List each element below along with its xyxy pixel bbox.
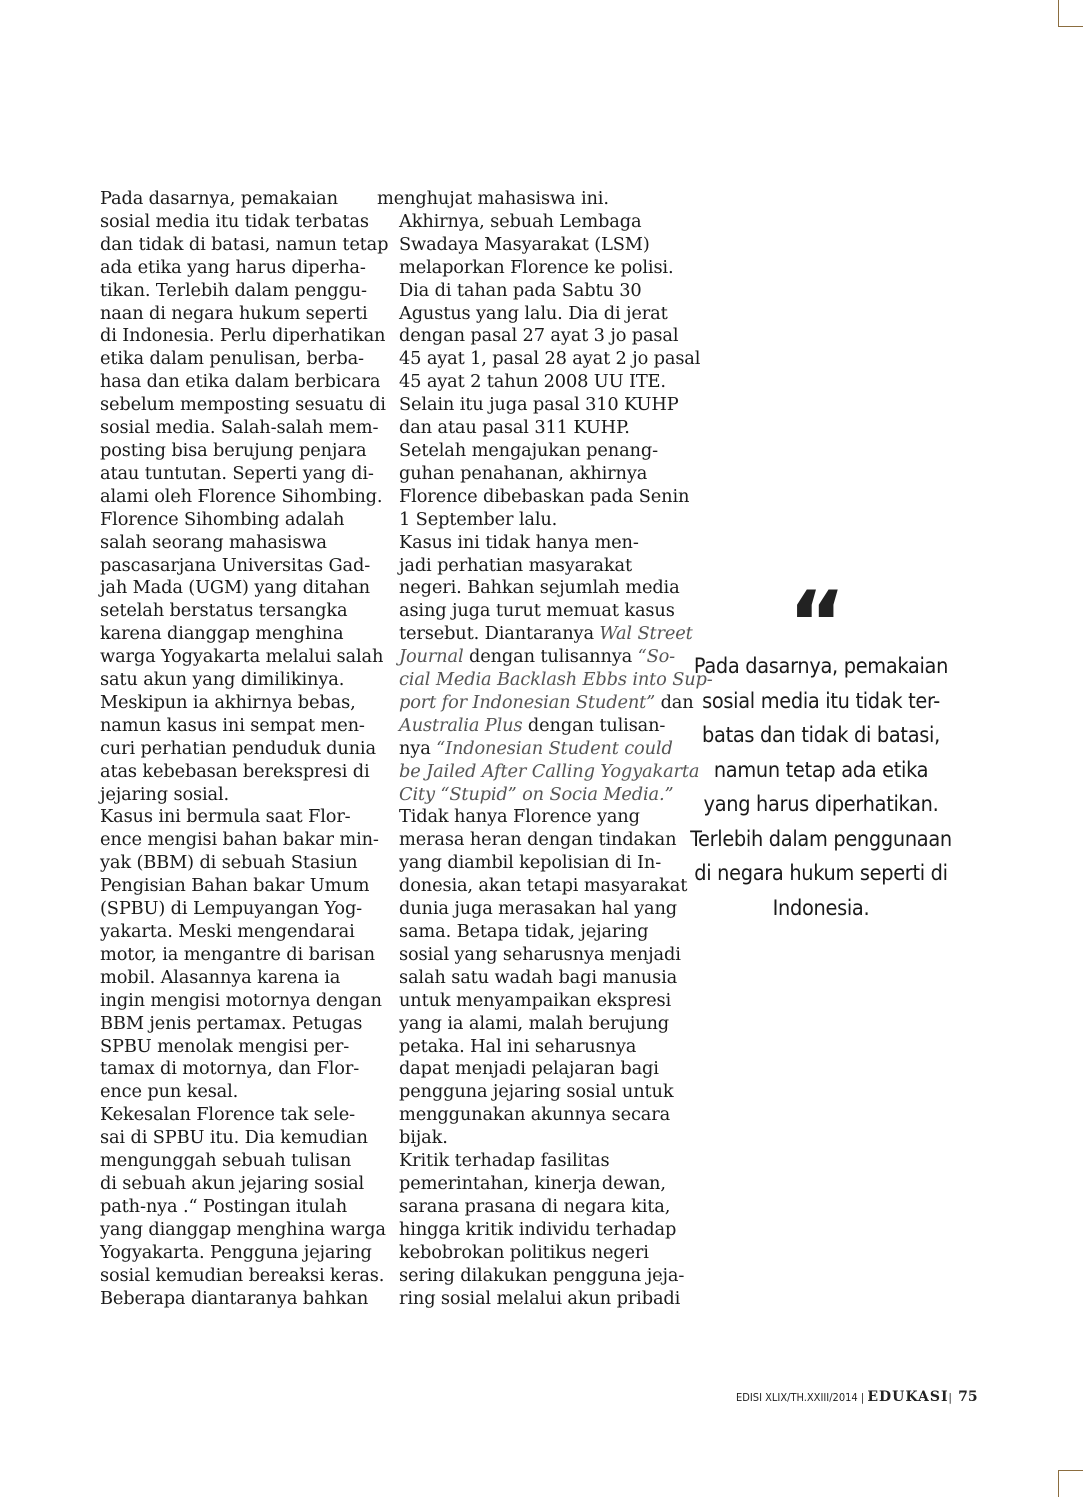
text-line: atas kebebasan berekspresi di	[100, 760, 370, 782]
text-line: Dia di tahan pada Sabtu 30	[399, 279, 642, 301]
pull-quote-line: sosial media itu tidak ter-	[702, 688, 940, 714]
italic-title: be Jailed After Calling Yogyakarta	[399, 760, 700, 782]
italic-title: cial Media Backlash Ebbs into Sup-	[399, 669, 713, 691]
text-line: yang diambil kepolisian di In-	[399, 852, 662, 874]
text-line: asing juga turut memuat kasus	[399, 600, 675, 622]
text-line: pascasarjana Universitas Gad-	[100, 554, 371, 576]
text-line: tikan. Terlebih dalam penggu-	[100, 279, 367, 301]
italic-title: Wal Street	[599, 623, 693, 645]
text-line: Florence dibebaskan pada Senin	[399, 485, 690, 507]
edition-label: EDISI XLIX/TH.XXIII/2014 |	[736, 1391, 865, 1404]
text-line: ring sosial melalui akun pribadi	[399, 1287, 681, 1309]
text-line: mengunggah sebuah tulisan	[100, 1150, 352, 1172]
text-line: Pengisian Bahan bakar Umum	[100, 875, 370, 897]
text-line: Kasus ini tidak hanya men-	[399, 531, 639, 553]
text-line: di Indonesia. Perlu diperhatikan	[100, 325, 386, 347]
text-line: Agustus yang lalu. Dia di jerat	[399, 302, 668, 324]
text-line: jadi perhatian masyarakat	[399, 554, 632, 576]
quote-mark-icon: “	[788, 572, 846, 675]
article-paragraph	[377, 1150, 685, 1310]
text-line	[377, 669, 713, 692]
text-run: dengan tulisan-	[522, 714, 666, 736]
text-line: petaka. Hal ini seharusnya	[399, 1035, 637, 1057]
text-line: ence pun kesal.	[100, 1081, 239, 1103]
text-line: pengguna jejaring sosial untuk	[399, 1081, 674, 1103]
text-line	[377, 760, 700, 784]
footer-separator: |	[948, 1391, 952, 1404]
magazine-name: EDUKASI	[867, 1389, 949, 1405]
pull-quote-line: yang harus diperhatikan.	[703, 792, 939, 817]
text-line: Swadaya Masyarakat (LSM)	[399, 233, 650, 255]
text-line: sebelum memposting sesuatu di	[100, 394, 386, 416]
text-line: jejaring sosial.	[100, 783, 230, 805]
italic-title: port for Indonesian Student”	[399, 691, 656, 713]
pull-quote-line: di negara hukum seperti di	[694, 861, 948, 886]
text-line: atau tuntutan. Seperti yang di-	[100, 462, 374, 484]
text-line: posting bisa berujung penjara	[100, 439, 367, 461]
text-line	[377, 623, 693, 646]
text-run: tersebut. Diantaranya	[399, 623, 600, 645]
pull-quote-line: batas dan tidak di batasi,	[702, 723, 940, 748]
text-line: salah satu wadah bagi manusia	[399, 966, 678, 988]
italic-title: “So-	[637, 646, 676, 668]
text-line: Yogyakarta. Pengguna jejaring	[100, 1241, 372, 1263]
text-line: alami oleh Florence Sihombing.	[100, 485, 383, 507]
text-line: Meskipun ia akhirnya bebas,	[100, 691, 356, 713]
text-line: Tidak hanya Florence yang	[399, 806, 640, 828]
text-line: dan tidak di batasi, namun tetap	[100, 233, 389, 255]
text-line: bijak.	[399, 1127, 448, 1149]
italic-title: “Indonesian Student could	[436, 737, 673, 759]
text-run: nya	[399, 737, 437, 759]
text-line: sosial yang seharusnya menjadi	[399, 943, 681, 965]
text-line: salah seorang mahasiswa	[100, 531, 327, 553]
italic-title: Journal	[399, 646, 464, 668]
text-line: Setelah mengajukan penang-	[399, 439, 658, 461]
pull-quote-line: Terlebih dalam penggunaan	[690, 826, 952, 852]
text-line: 45 ayat 2 tahun 2008 UU ITE.	[399, 371, 666, 393]
text-line: ada etika yang harus diperha-	[100, 256, 366, 278]
text-line: Florence Sihombing adalah	[100, 508, 345, 530]
text-line: donesia, akan tetapi masyarakat	[399, 875, 688, 897]
crop-mark-top	[1058, 0, 1083, 27]
text-line: namun kasus ini sempat men-	[100, 714, 365, 736]
article-paragraph	[78, 188, 389, 509]
article-paragraph	[377, 531, 713, 807]
text-line: pemerintahan, kinerja dewan,	[399, 1172, 666, 1194]
text-line: Pada dasarnya, pemakaian	[100, 188, 338, 209]
text-line: ence mengisi bahan bakar min-	[100, 829, 379, 851]
text-line: untuk menyampaikan ekspresi	[399, 989, 672, 1011]
text-run: dengan tulisannya	[463, 646, 638, 668]
text-line: kebobrokan politikus negeri	[399, 1241, 649, 1263]
text-line	[377, 646, 676, 669]
text-line: Kritik terhadap fasilitas	[399, 1150, 610, 1172]
text-line: 45 ayat 1, pasal 28 ayat 2 jo pasal	[399, 348, 701, 370]
text-line	[377, 737, 673, 761]
text-line: dunia juga merasakan hal yang	[399, 898, 678, 920]
pull-quote-line: Indonesia.	[772, 895, 870, 921]
italic-title: City “Stupid” on Socia Media.”	[399, 783, 674, 805]
text-line: yak (BBM) di sebuah Stasiun	[100, 852, 358, 874]
text-line: dapat menjadi pelajaran bagi	[399, 1058, 659, 1080]
article-column-2	[377, 188, 713, 1310]
text-line: sering dilakukan pengguna jeja-	[399, 1264, 685, 1286]
article-paragraph	[78, 1104, 386, 1310]
article-column-1	[78, 188, 389, 1310]
text-line: sosial kemudian bereaksi keras.	[100, 1264, 385, 1286]
text-line: sai di SPBU itu. Dia kemudian	[100, 1127, 368, 1149]
text-line: ingin mengisi motornya dengan	[100, 989, 382, 1011]
text-line: yang dianggap menghina warga	[100, 1218, 386, 1240]
text-line: karena dianggap menghina	[100, 623, 344, 645]
text-line: Kasus ini bermula saat Flor-	[100, 806, 351, 828]
article-paragraph	[377, 806, 688, 1150]
article-paragraph	[377, 188, 667, 211]
pull-quote	[690, 650, 952, 926]
text-line: yang ia alami, malah berujung	[399, 1012, 669, 1034]
text-line	[377, 691, 694, 715]
text-line: Beberapa diantaranya bahkan	[100, 1287, 369, 1309]
page-number: 75	[958, 1389, 978, 1405]
page-footer	[736, 1389, 978, 1405]
article-paragraph	[377, 210, 701, 532]
text-run: dan	[655, 691, 694, 713]
text-line: dengan pasal 27 ayat 3 jo pasal	[399, 325, 679, 347]
text-line: etika dalam penulisan, berba-	[100, 348, 364, 370]
text-line	[377, 783, 674, 807]
text-line: guhan penahanan, akhirnya	[399, 462, 648, 484]
text-line: dan atau pasal 311 KUHP.	[399, 417, 630, 439]
text-line: Akhirnya, sebuah Lembaga	[399, 210, 642, 232]
text-line: sosial media itu tidak terbatas	[100, 210, 369, 232]
text-line: hingga kritik individu terhadap	[399, 1218, 677, 1240]
text-line: motor, ia mengantre di barisan	[100, 943, 375, 965]
text-line: negeri. Bahkan sejumlah media	[399, 577, 680, 599]
text-line: sosial media. Salah-salah mem-	[100, 417, 379, 439]
pull-quote-line: namun tetap ada etika	[713, 757, 929, 783]
text-line: 1 September lalu.	[399, 508, 558, 530]
text-line: yakarta. Meski mengendarai	[100, 921, 355, 942]
text-line: sarana prasana di negara kita,	[399, 1195, 671, 1217]
text-line	[377, 715, 667, 738]
text-line: jah Mada (UGM) yang ditahan	[100, 577, 370, 599]
pull-quote-line: Pada dasarnya, pemakaian	[693, 654, 949, 679]
crop-mark-bottom	[1058, 1470, 1083, 1497]
text-line: tamax di motornya, dan Flor-	[100, 1058, 360, 1080]
text-line: menggunakan akunnya secara	[399, 1104, 671, 1126]
text-line: sama. Betapa tidak, jejaring	[399, 921, 649, 942]
text-line: setelah berstatus tersangka	[100, 600, 348, 622]
text-line: (SPBU) di Lempuyangan Yog-	[100, 898, 363, 920]
text-line: Kekesalan Florence tak sele-	[100, 1104, 355, 1126]
text-line: SPBU menolak mengisi per-	[100, 1035, 350, 1057]
text-line: warga Yogyakarta melalui salah	[100, 646, 384, 668]
text-line: path-nya .“ Postingan itulah	[100, 1195, 348, 1217]
text-line: menghujat mahasiswa ini.	[377, 188, 609, 209]
text-line: mobil. Alasannya karena ia	[100, 966, 341, 988]
text-line: Selain itu juga pasal 310 KUHP	[399, 394, 679, 416]
text-line: satu akun yang dimilikinya.	[100, 669, 345, 691]
article-paragraph	[78, 508, 384, 807]
text-line: di sebuah akun jejaring sosial	[100, 1172, 365, 1194]
text-line: BBM jenis pertamax. Petugas	[100, 1012, 363, 1034]
text-line: naan di negara hukum seperti	[100, 302, 368, 324]
text-line: hasa dan etika dalam berbicara	[100, 371, 381, 393]
text-line: merasa heran dengan tindakan	[399, 829, 677, 851]
text-line: melaporkan Florence ke polisi.	[399, 256, 674, 278]
italic-title: Australia Plus	[399, 714, 523, 736]
text-line: curi perhatian penduduk dunia	[100, 737, 376, 759]
article-paragraph	[78, 806, 382, 1104]
